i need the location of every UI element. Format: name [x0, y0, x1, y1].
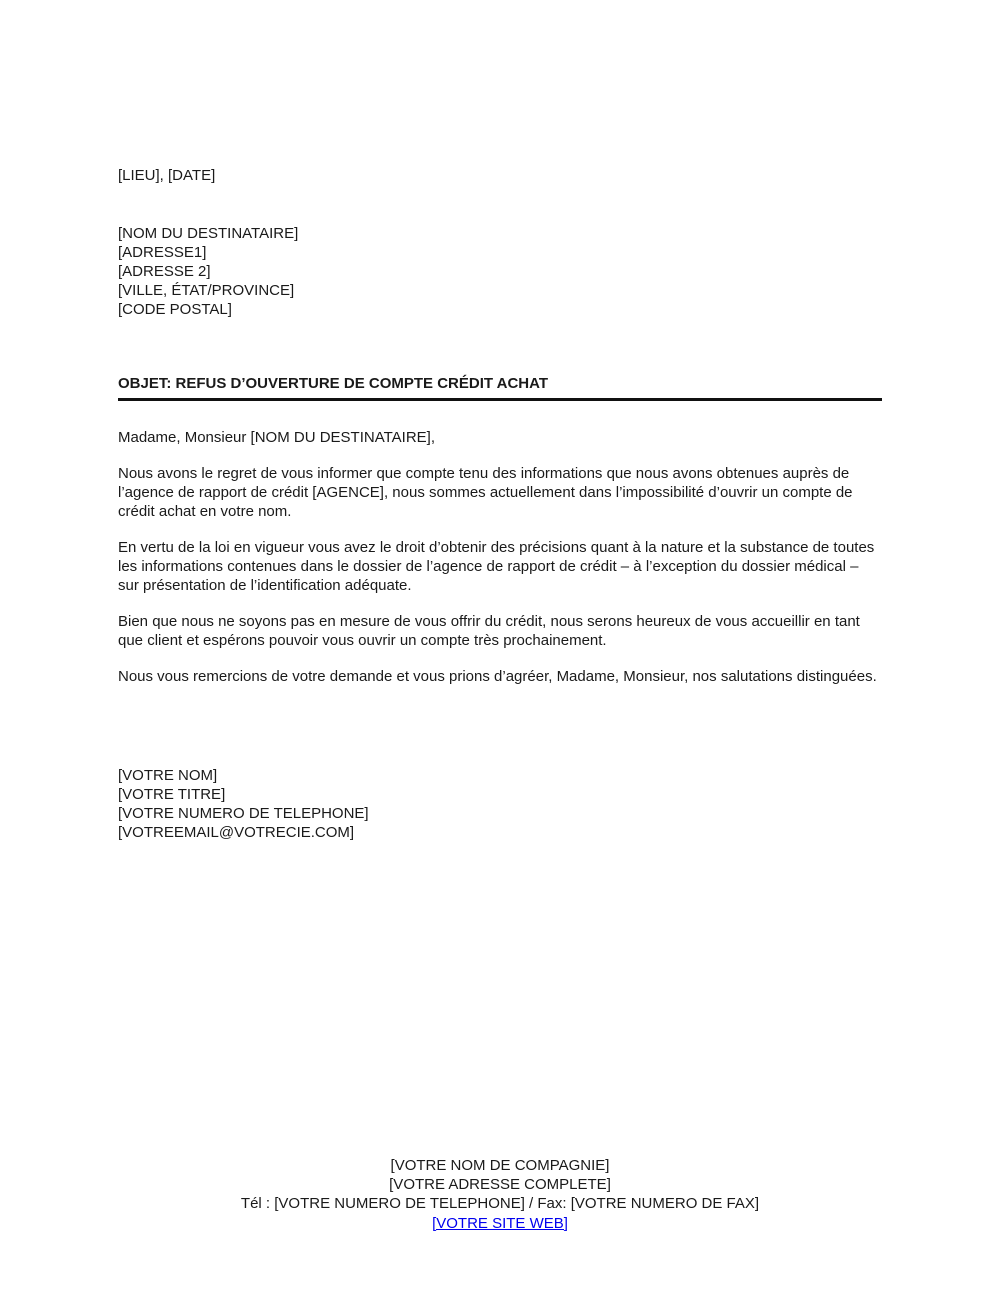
signature-title-line: [VOTRE TITRE] [118, 786, 226, 803]
recipient-block [118, 224, 882, 319]
recipient-city-line: [VILLE, ÉTAT/PROVINCE] [118, 282, 295, 299]
website-link[interactable]: [VOTRE SITE WEB] [432, 1214, 568, 1232]
company-footer [0, 1156, 1000, 1233]
body-paragraph-4: Nous vous remercions de votre demande et vous prions d’agréer, Madame, Monsieur, nos salutations distinguées. [118, 668, 877, 685]
recipient-name-line: [NOM DU DESTINATAIRE] [118, 225, 299, 242]
signature-phone-line: [VOTRE NUMERO DE TELEPHONE] [118, 805, 369, 822]
footer-website-row [0, 1214, 1000, 1233]
footer-company-name: [VOTRE NOM DE COMPAGNIE] [390, 1156, 610, 1174]
body-paragraph-3: Bien que nous ne soyons pas en mesure de vous offrir du crédit, nous serons heureux de vous accueillir en tant que client et espérons pouvoir vous ouvrir un compte très prochainement. [118, 613, 860, 649]
recipient-postal-code-line: [CODE POSTAL] [118, 301, 232, 318]
salutation-line: Madame, Monsieur [NOM DU DESTINATAIRE], [118, 429, 436, 446]
signature-block [118, 766, 882, 842]
recipient-address1-line: [ADRESSE1] [118, 244, 207, 261]
subject-divider [118, 398, 882, 401]
body-paragraph-2: En vertu de la loi en vigueur vous avez le droit d’obtenir des précisions quant à la nature et la substance de toutes les informations contenues dans le dossier de l’agence de rapport de crédit – à l’exception du dossier médical – sur présentation de l’identification adéquate. [118, 539, 875, 594]
body-paragraph-1: Nous avons le regret de vous informer que compte tenu des informations que nous avons obtenues auprès de l’agence de rapport de crédit [AGENCE], nous sommes actuellement dans l’impossibilité d’ouvrir un compte de crédit achat en votre nom. [118, 465, 853, 520]
footer-tel-fax-line: Tél : [VOTRE NUMERO DE TELEPHONE] / Fax: [VOTRE NUMERO DE FAX] [240, 1195, 760, 1213]
recipient-address2-line: [ADRESSE 2] [118, 263, 211, 280]
letter-dateline: [LIEU], [DATE] [118, 167, 216, 184]
footer-company-address: [VOTRE ADRESSE COMPLETE] [389, 1176, 611, 1194]
subject-line: OBJET: REFUS D’OUVERTURE DE COMPTE CRÉDIT ACHAT [118, 375, 549, 392]
signature-email-line: [VOTREEMAIL@VOTRECIE.COM] [118, 824, 355, 841]
signature-name-line: [VOTRE NOM] [118, 767, 218, 784]
